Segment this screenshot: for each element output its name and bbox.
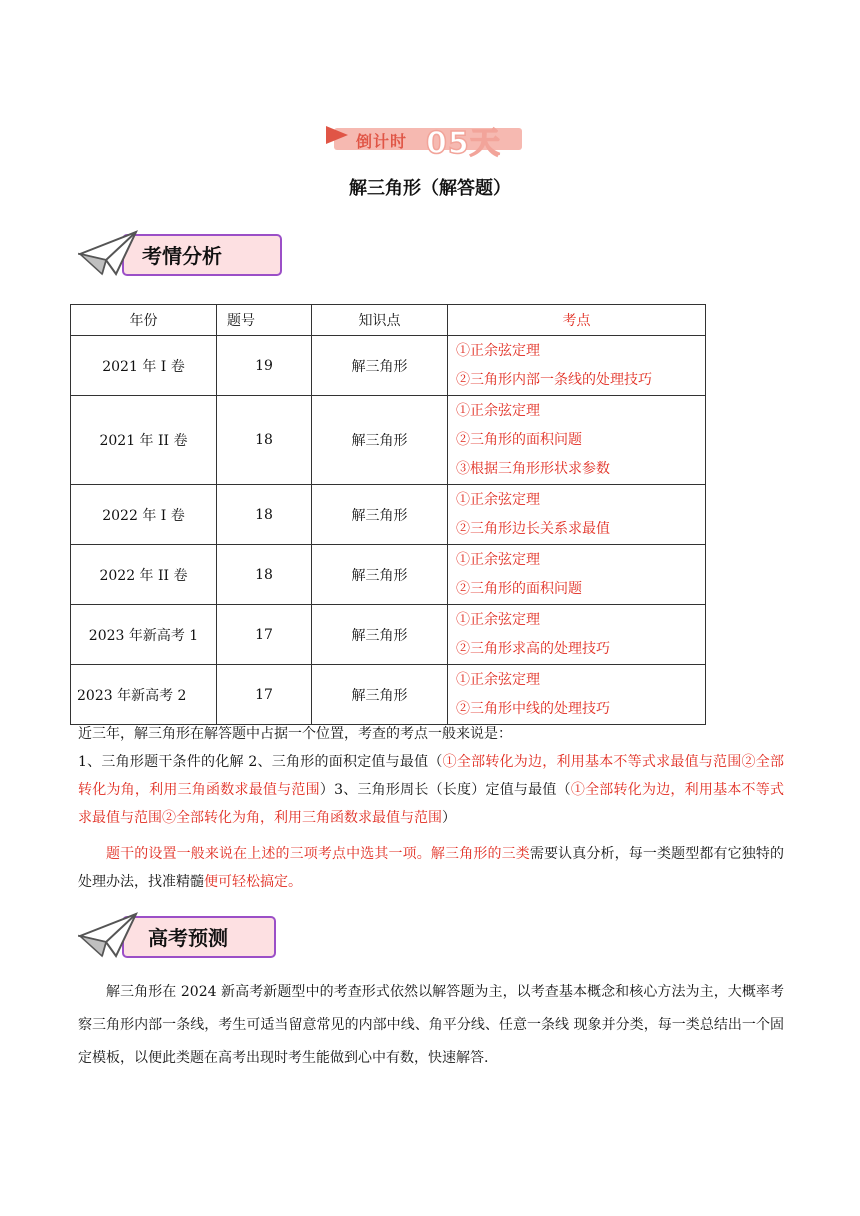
cell-year: 2021 年 II 卷 xyxy=(71,396,217,485)
cell-year: 2022 年 I 卷 xyxy=(71,485,217,545)
cell-knowledge: 解三角形 xyxy=(312,396,448,485)
cell-year: 2023 年新高考 1 xyxy=(71,605,217,665)
point-item: ①正余弦定理 xyxy=(456,611,540,628)
analysis-points-paragraph xyxy=(78,748,784,832)
cell-number: 18 xyxy=(217,485,312,545)
cell-year: 2022 年 II 卷 xyxy=(71,545,217,605)
cell-year: 2023 年新高考 2 xyxy=(71,665,217,725)
header-knowledge: 知识点 xyxy=(312,305,448,336)
cell-number: 17 xyxy=(217,665,312,725)
analysis-highlight: ①全部转化为边，利用基本不等式求最值与范围②全部转化为角，利用三角函数求最值与范围 xyxy=(78,754,785,798)
cell-year: 2021 年 I 卷 xyxy=(71,336,217,396)
cell-number: 17 xyxy=(217,605,312,665)
analysis-highlight: 题干的设置一般来说在上述的三项考点中选其一项。解三角形的三类 xyxy=(106,846,530,862)
analysis-summary-paragraph xyxy=(78,840,784,896)
analysis-text: 需要认真分析，每一类题型都有它独特的处理办法，找准精髓 xyxy=(78,846,784,890)
table-row xyxy=(71,545,706,605)
analysis-highlight: 便可轻松搞定。 xyxy=(204,874,302,890)
analysis-text: ）3、三角形周长（长度）定值与最值（ xyxy=(319,782,571,798)
cell-number: 18 xyxy=(217,396,312,485)
cell-knowledge: 解三角形 xyxy=(312,336,448,396)
document-title: 解三角形（解答题） xyxy=(349,178,511,199)
point-item: ②三角形的面积问题 xyxy=(456,431,582,448)
cell-points xyxy=(448,485,706,545)
cell-points xyxy=(448,396,706,485)
header-number: 题号 xyxy=(217,305,312,336)
cell-knowledge: 解三角形 xyxy=(312,545,448,605)
point-item: ①正余弦定理 xyxy=(456,342,540,359)
point-item: ③根据三角形形状求参数 xyxy=(456,460,610,477)
cell-knowledge: 解三角形 xyxy=(312,485,448,545)
section-tag-label: 考情分析 xyxy=(142,244,222,268)
point-item: ②三角形边长关系求最值 xyxy=(456,520,610,537)
table-row xyxy=(71,485,706,545)
analysis-intro: 近三年，解三角形在解答题中占据一个位置，考查的考点一般来说是： xyxy=(78,726,512,742)
paper-plane-icon xyxy=(78,228,140,280)
point-item: ②三角形的面积问题 xyxy=(456,580,582,597)
table-row xyxy=(71,396,706,485)
table-header-row xyxy=(71,305,706,336)
point-item: ①正余弦定理 xyxy=(456,671,540,688)
analysis-text: 1、三角形题干条件的化解 2、三角形的面积定值与最值（ xyxy=(78,754,443,770)
paper-plane-icon xyxy=(78,910,140,962)
cell-points xyxy=(448,336,706,396)
section-tag-prediction xyxy=(78,910,284,962)
header-year: 年份 xyxy=(71,305,217,336)
cell-number: 18 xyxy=(217,545,312,605)
prediction-paragraph: 解三角形在 2024 新高考新题型中的考查形式依然以解答题为主，以考查基本概念和核心方法为主，大概率考察三角形内部一条线，考生可适当留意常见的内部中线、角平分线、任意一条线 现象并分类，每一类总结出一个固定模板，以便此类题在高考出现时考生能做到心中有数，快速解答. xyxy=(78,984,784,1066)
exam-table xyxy=(70,304,706,725)
header-points: 考点 xyxy=(448,305,706,336)
flag-icon xyxy=(326,126,348,144)
point-item: ②三角形内部一条线的处理技巧 xyxy=(456,371,652,388)
point-item: ②三角形中线的处理技巧 xyxy=(456,700,610,717)
point-item: ①正余弦定理 xyxy=(456,491,540,508)
table-row xyxy=(71,605,706,665)
point-item: ①正余弦定理 xyxy=(456,551,540,568)
analysis-highlight: ①全部转化为边，利用基本不等式求最值与范围②全部转化为角，利用三角函数求最值与范围 xyxy=(78,782,785,826)
cell-points xyxy=(448,545,706,605)
table-row xyxy=(71,336,706,396)
banner-text-days: 05天 xyxy=(426,126,501,161)
cell-number: 19 xyxy=(217,336,312,396)
table-row xyxy=(71,665,706,725)
banner-text-countdown: 倒计时 xyxy=(356,132,408,151)
cell-points xyxy=(448,605,706,665)
cell-knowledge: 解三角形 xyxy=(312,665,448,725)
point-item: ②三角形求高的处理技巧 xyxy=(456,640,610,657)
cell-points xyxy=(448,665,706,725)
point-item: ①正余弦定理 xyxy=(456,402,540,419)
section-tag-label: 高考预测 xyxy=(148,926,228,950)
analysis-text: ） xyxy=(442,810,456,826)
section-tag-analysis xyxy=(78,228,284,280)
countdown-banner xyxy=(326,120,532,161)
cell-knowledge: 解三角形 xyxy=(312,605,448,665)
